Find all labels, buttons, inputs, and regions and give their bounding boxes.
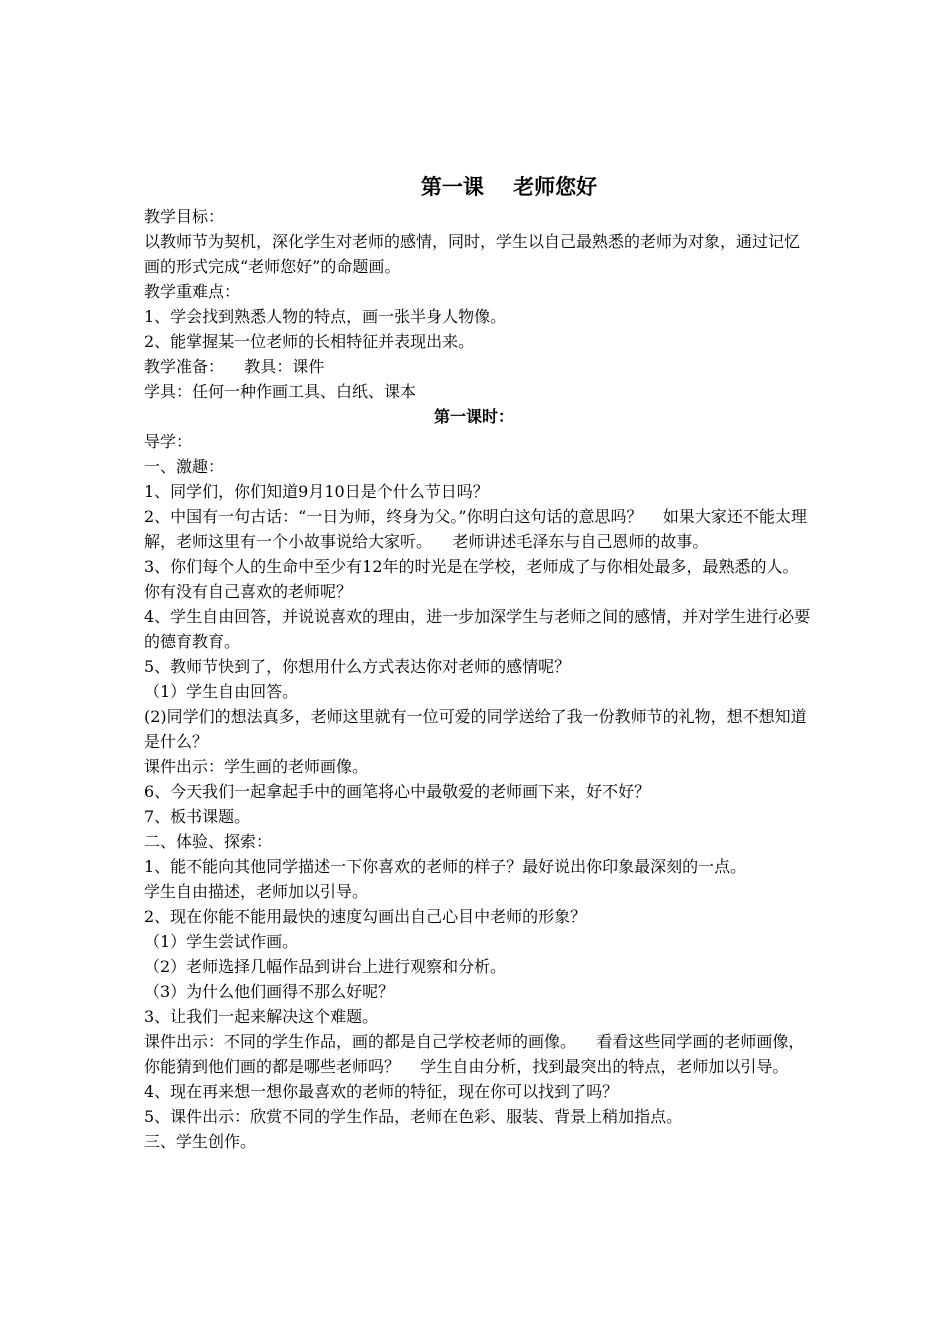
- period-title: 第一课时：: [433, 407, 514, 426]
- document-page: [144, 170, 814, 1154]
- objectives-text: 以教师节为契机，深化学生对老师的感情，同时，学生以自己最熟悉的老师为对象，通过记忆画的形式完成“老师您好”的命题画。: [144, 232, 801, 276]
- paragraph: 6、今天我们一起拿起手中的画笔将心中最敬爱的老师画下来，好不好？: [144, 782, 651, 801]
- paragraph: 1、同学们，你们知道9月10日是个什么节日吗？: [144, 482, 489, 501]
- lesson-overview: [144, 204, 814, 404]
- heading-key-points: 教学重难点：: [144, 282, 241, 301]
- preparation-teacher: 教学准备： 教具：课件: [144, 357, 325, 376]
- paragraph: （1）学生自由回答。: [144, 682, 299, 701]
- paragraph: （3）为什么他们画得不那么好呢？: [144, 982, 395, 1001]
- paragraph: 5、课件出示：欣赏不同的学生作品，老师在色彩、服装、背景上稍加指点。: [144, 1107, 683, 1126]
- paragraph: 2、现在你能不能用最快的速度勾画出自己心目中老师的形象？: [144, 907, 587, 926]
- paragraph: (2)同学们的想法真多，老师这里就有一位可爱的同学送给了我一份教师节的礼物，想不想知道是什么？: [144, 707, 807, 751]
- paragraph: 课件出示：不同的学生作品，画的都是自己学校老师的画像。 看看这些同学画的老师画像，你能猜到他们画的都是哪些老师吗？ 学生自由分析，找到最突出的特点，老师加以引导。: [144, 1032, 805, 1076]
- lesson-body: [144, 429, 814, 1154]
- paragraph: （1）学生尝试作画。: [144, 932, 299, 951]
- paragraph: 7、板书课题。: [144, 807, 251, 826]
- paragraph: 导学：: [144, 432, 193, 451]
- paragraph: 3、让我们一起来解决这个难题。: [144, 1007, 379, 1026]
- paragraph: 课件出示：学生画的老师画像。: [144, 757, 369, 776]
- paragraph: （2）老师选择几幅作品到讲台上进行观察和分析。: [144, 957, 507, 976]
- paragraph: 三、学生创作。: [144, 1132, 257, 1151]
- paragraph: 4、学生自由回答，并说说喜欢的理由，进一步加深学生与老师之间的感情，并对学生进行必要的德育教育。: [144, 607, 811, 651]
- key-point-2: 2、能掌握某一位老师的长相特征并表现出来。: [144, 332, 475, 351]
- paragraph: 2、中国有一句古话：“一日为师，终身为父。”你明白这句话的意思吗？ 如果大家还不能太理解，老师这里有一个小故事说给大家听。 老师讲述毛泽东与自己恩师的故事。: [144, 507, 807, 551]
- paragraph: 3、你们每个人的生命中至少有12年的时光是在学校，老师成了与你相处最多，最熟悉的人。你有没有自己喜欢的老师呢？: [144, 557, 799, 601]
- paragraph: 一、激趣：: [144, 457, 225, 476]
- paragraph: 二、体验、探索：: [144, 832, 273, 851]
- paragraph: 1、能不能向其他同学描述一下你喜欢的老师的样子？最好说出你印象最深刻的一点。: [144, 857, 747, 876]
- preparation-student: 学具：任何一种作画工具、白纸、课本: [144, 382, 417, 401]
- heading-objectives: 教学目标：: [144, 207, 225, 226]
- paragraph: 5、教师节快到了，你想用什么方式表达你对老师的感情呢？: [144, 657, 571, 676]
- key-point-1: 1、学会找到熟悉人物的特点，画一张半身人物像。: [144, 307, 507, 326]
- paragraph: 学生自由描述，老师加以引导。: [144, 882, 369, 901]
- paragraph: 4、现在再来想一想你最喜欢的老师的特征，现在你可以找到了吗？: [144, 1082, 619, 1101]
- lesson-title: 第一课 老师您好: [420, 174, 598, 199]
